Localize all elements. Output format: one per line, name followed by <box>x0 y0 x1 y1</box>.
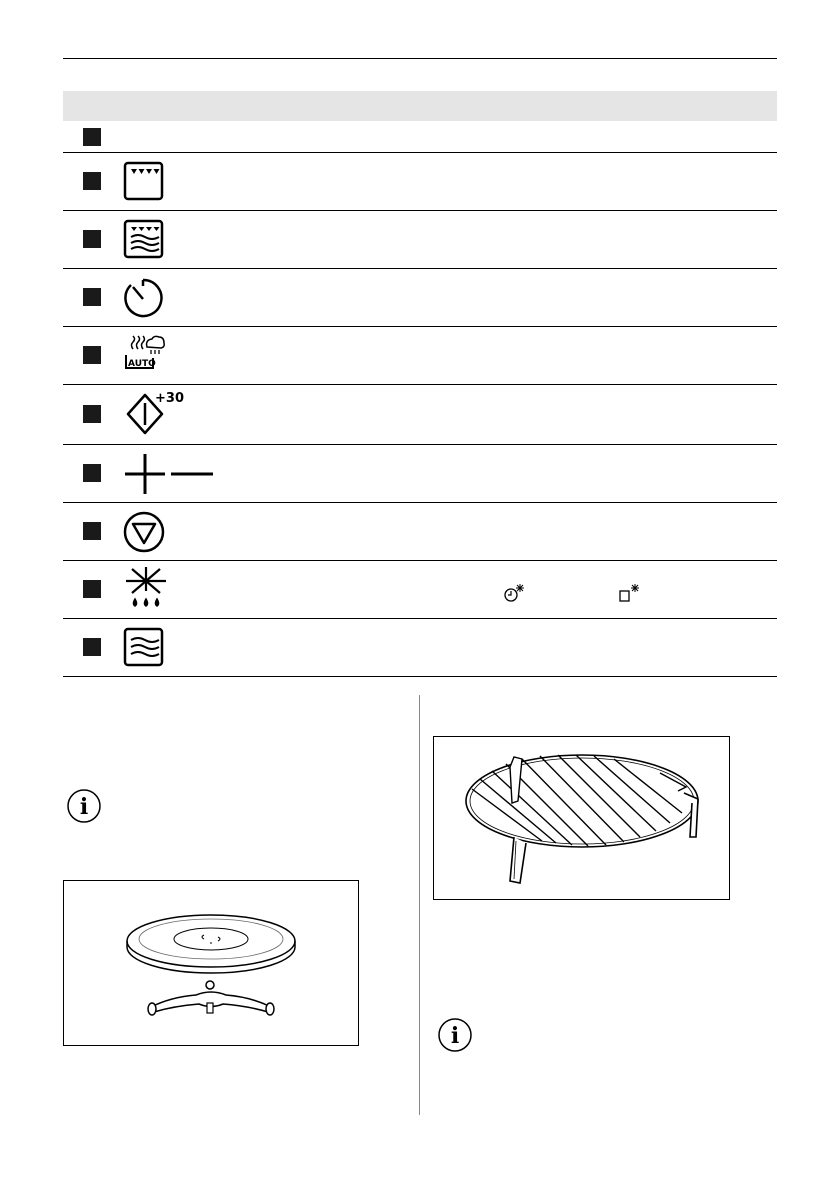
defrost-icon <box>123 567 173 613</box>
column-divider <box>419 695 420 1115</box>
plus-minus-icon <box>123 453 218 495</box>
control-row-1 <box>63 122 777 153</box>
control-row-3 <box>63 211 777 269</box>
microwave-icon <box>123 627 167 669</box>
top-rule <box>63 58 777 59</box>
row-number-marker <box>83 464 101 482</box>
control-row-6 <box>63 385 777 445</box>
control-row-10 <box>63 619 777 677</box>
control-row-9 <box>63 561 777 619</box>
auto-cook-icon <box>123 335 167 377</box>
microwave-oven-icon <box>123 161 167 203</box>
row-number-marker <box>83 288 101 306</box>
defrost-by-time-icon <box>503 583 527 608</box>
row-number-marker <box>83 346 101 364</box>
control-row-7 <box>63 445 777 503</box>
auto-label: AUTO <box>128 359 156 369</box>
row-number-marker <box>83 638 101 656</box>
defrost-by-weight-icon <box>618 583 642 608</box>
control-row-8 <box>63 503 777 561</box>
grill-rack-figure <box>433 736 730 900</box>
stop-icon <box>123 511 167 553</box>
info-icon <box>66 788 102 829</box>
svg-text:i: i <box>450 1023 460 1049</box>
info-icon <box>437 1017 473 1058</box>
turntable-figure <box>63 880 359 1046</box>
svg-text:i: i <box>79 794 89 820</box>
row-number-marker <box>83 128 101 146</box>
timer-icon <box>123 277 167 319</box>
microwave-power-icon <box>123 219 167 261</box>
table-header-band <box>63 91 777 121</box>
row-number-marker <box>83 172 101 190</box>
start-plus-30-icon <box>123 389 187 439</box>
row-number-marker <box>83 405 101 423</box>
control-row-5 <box>63 327 777 385</box>
control-row-2 <box>63 153 777 211</box>
row-number-marker <box>83 522 101 540</box>
row-number-marker <box>83 580 101 598</box>
plus-30-label: +30 <box>155 391 184 406</box>
row-number-marker <box>83 230 101 248</box>
control-row-4 <box>63 269 777 327</box>
